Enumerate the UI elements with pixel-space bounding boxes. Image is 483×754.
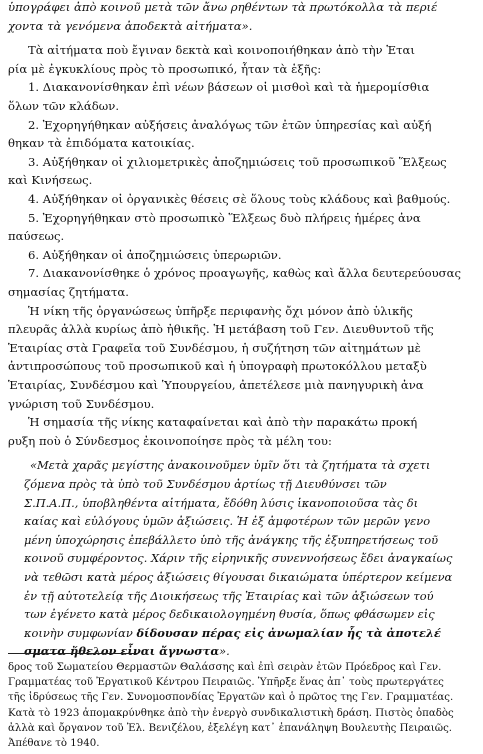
footnote-line: δρος τοῦ Σωματείου Θερμαστῶν Θαλάσσης καὶ ἐπὶ σειρὰν ἐτῶν Πρόεδρος καὶ Γεν. <box>8 662 442 673</box>
text-line: Σ.Π.Α.Π., ὑποβληθέντα αἰτήματα, ἔδόθη λύσις ἱκανοποιοῦσα τὰς δι <box>24 495 419 510</box>
footnote-line: Κατὰ τὸ 1923 ἀπομακρύνθηκε ἀπὸ τὴν ἐνεργὸ συνδικαλιστικὴ δράση. Πιστὸς ὀπαδὸς <box>8 707 454 719</box>
text-line: ἐν τῇ αὐτοτελείᾳ τῆς Διοικήσεως τῆς Ἑταιρίας καὶ τῶν ἀξιώσεων τού <box>24 588 434 603</box>
text-line: πλευρᾶς ἀλλὰ κυρίως ἀπὸ ἠθικῆς. Ἡ μετάβαση τοῦ Γεν. Διευθυντοῦ τῆς <box>8 322 434 337</box>
text-line: 7. Διακανονίσθηκε ὁ χρόνος προαγωγῆς, καθὼς καὶ ἄλλα δευτερεύουσας <box>28 266 461 281</box>
text-line: Ἑταιρίας στὰ Γραφεῖα τοῦ Συνδέσμου, ἡ συζήτηση τῶν αἰτημάτων μὲ <box>8 340 421 355</box>
text-line: ρυξη ποὺ ὁ Σύνδεσμος ἐκοινοποίησε πρὸς τὰ μέλη του: <box>8 433 332 448</box>
text-line: Ἡ νίκη τῆς ὀργανώσεως ὑπῆρξε περιφανὴς ὄχι μόνον ἀπὸ ὑλικῆς <box>28 303 413 318</box>
text-line: μένη ὑποχώρησις ἐπεβάλλετο ὑπὸ τῆς ἀνάγκης τῆς ἐξυπηρετήσεως τοῦ <box>24 532 439 547</box>
footnote-line: Γραμματέας τοῦ Ἐργατικοῦ Κέντρου Πειραιῶς. Ὑπῆρξε ἕνας ἀπ᾽ τοὺς πρωτεργάτες <box>8 677 444 689</box>
text-line: 1. Διακανονίσθηκαν ἐπὶ νέων βάσεων οἱ μισθοὶ καὶ τὰ ἡμερομίσθια <box>28 80 430 95</box>
text-line: καίας καὶ εὐλόγους ὑμῶν ἀξιώσεις. Ἡ ἐξ ἀμφοτέρων τῶν μερῶν γενο <box>24 514 431 529</box>
text-line: Ἑταιρίας, Συνδέσμου καὶ Ὑπουργείου, ἀπετέλεσε μιὰ πανηγυρικὴ ἀνα <box>8 378 424 392</box>
footnote-line: Ἀπέθανε τὸ 1940. <box>8 738 100 749</box>
text-line: καὶ Κινήσεως. <box>8 173 93 188</box>
text-line: 3. Αὐξήθηκαν οἱ χιλιομετρικὲς ἀποζημιώσεις τοῦ προσωπικοῦ Ἕλξεως <box>28 154 447 169</box>
text-line: κοινὴν συμφωνίαν δίδουσαν πέρας εἰς ἀνωμαλίαν ἧς τὰ ἀποτελέ <box>24 625 441 640</box>
text-line: ὑπογράφει ἀπὸ κοινοῦ μετὰ τῶν ἄνω ρηθέντων τὰ πρωτόκολλα τὰ περιέ <box>8 0 438 14</box>
text-line: 4. Αὐξήθηκαν οἱ ὀργανικὲς θέσεις σὲ ὅλους τοὺς κλάδους καὶ βαθμούς. <box>28 192 451 206</box>
footnote-line: ἀλλὰ καὶ ὄργανον τοῦ Ἐλ. Βενιζέλου, ἐξελέγη κατ᾽ ἐπανάληψη Βουλευτὴς Πειραιῶς. <box>8 722 453 734</box>
text-line: κοινοῦ συμφέροντος. Χάριν τῆς εἰρηνικῆς συνεννοήσεως ἔδει ἀναγκαίως <box>24 551 453 566</box>
text-line: σματα ἤθελον εἶναι ἄγνωστα». <box>24 644 230 659</box>
text-line: Ἡ σημασία τῆς νίκης καταφαίνεται καὶ ἀπὸ τὴν παρακάτω προκή <box>28 415 418 430</box>
text-line: 6. Αὐξήθηκαν οἱ ἀποζημιώσεις ὑπερωριῶν. <box>28 247 282 262</box>
text-line: θηκαν τὰ ἐπιδόματα κατοικίας. <box>8 136 195 151</box>
text-line: 5. Ἐχορηγήθηκαν στὸ προσωπικὸ Ἕλξεως δυὸ πλήρεις ἡμέρες ἀνα <box>28 210 421 225</box>
text-line: σημασίας ζητήματα. <box>8 285 129 299</box>
text-line: νὰ τεθῶσι κατὰ μέρος ἀξιώσεις θίγουσαι δικαιώματα ὑπέρτερον κείμενα <box>24 570 453 584</box>
text-line: παύσεως. <box>8 229 65 244</box>
text-line: Τὰ αἰτήματα ποὺ ἔγιναν δεκτὰ καὶ κοινοποιήθηκαν ἀπὸ τὴν Ἑται <box>28 43 415 58</box>
footnote-divider <box>8 653 138 654</box>
bold-phrase: σματα ἤθελον εἶναι ἄγνωστα <box>24 644 220 659</box>
text-line: 2. Ἐχορηγήθηκαν αὐξήσεις ἀναλόγως τῶν ἐτῶν ὑπηρεσίας καὶ αὐξή <box>28 117 432 132</box>
text-line: γνώριση τοῦ Συνδέσμου. <box>8 396 155 411</box>
bold-phrase: δίδουσαν πέρας εἰς ἀνωμαλίαν ἧς τὰ ἀποτελέ <box>136 625 441 640</box>
text-line: χοντα τὰ γενόμενα ἀποδεκτὰ αἰτήματα». <box>8 18 253 33</box>
text-line: ρία μὲ ἐγκυκλίους πρὸς τὸ προσωπικό, ἦταν τὰ ἑξῆς: <box>8 61 322 76</box>
text-line: ὅλων τῶν κλάδων. <box>8 99 120 113</box>
footnote-line: τῆς ἱδρύσεως τῆς Γεν. Συνομοσπονδίας Ἐργατῶν καὶ ὁ πρῶτος της Γεν. Γραμματέας. <box>8 692 454 704</box>
text-line: των ἐγένετο κατὰ μέρος δεδικαιολογημένη θυσία, ὅπως φθάσωμεν εἰς <box>24 607 435 622</box>
text-line: «Μετὰ χαρᾶς μεγίστης ἀνακοινοῦμεν ὑμῖν ὅτι τὰ ζητήματα τὰ σχετι <box>30 458 431 473</box>
text-line: ζόμενα πρὸς τὰ ὑπὸ τοῦ Συνδέσμου ἀρτίως τῇ Διευθύνσει τῶν <box>24 477 387 491</box>
text-line: ἀντιπροσώπους τοῦ προσωπικοῦ καὶ ἡ ὑπογραφὴ πρωτοκόλλου μεταξὺ <box>8 359 427 374</box>
